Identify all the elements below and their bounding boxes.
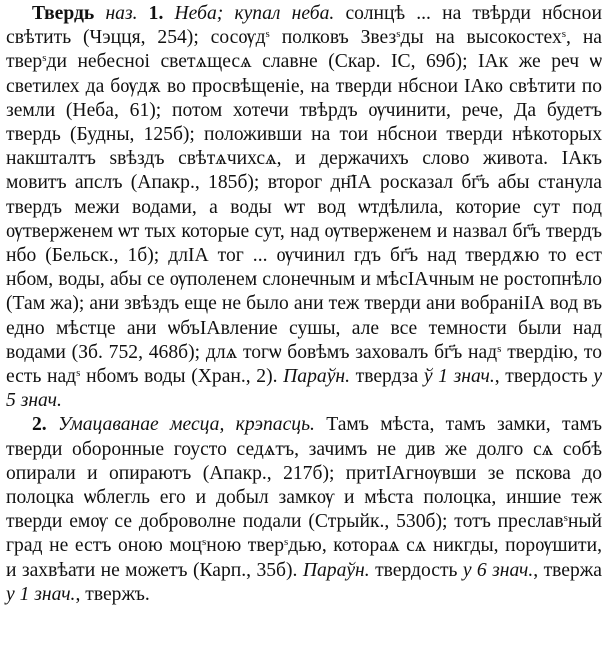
text-run: твердію, то есть над	[6, 341, 602, 388]
italic-text-run: у 6 знач.	[457, 559, 534, 581]
text-run: ный град не естъ оною моц	[6, 511, 602, 557]
superscript-mark: s	[284, 536, 289, 549]
text-run: , на твер	[6, 27, 602, 73]
text-run: дью, котораѧ сѧ никгды, порѹшити, и захвѣати не можетъ (Карп., 35б).	[6, 535, 602, 581]
text-run: солнцѣ ... на твѣрди нбснои свѣтить (Чэцця, 254); сосѹд	[6, 3, 602, 49]
superscript-mark: s	[202, 536, 207, 549]
sense-1-number: 1.	[148, 3, 164, 24]
text-run: твердость	[369, 559, 458, 581]
superscript-mark: s	[497, 342, 502, 355]
text-run: Тамъ мѣста, тамъ замки, тамъ тверди оборонные гоусто седѧтъ, зачимъ не див же долго сѧ собѣ опирали и опираютъ (Апакр., 217б); притІАгнѹвши зе пскова до полоцка ѡблегль его и добыл замкѹ и мѣста полоцка, иншие теж тверди емѹ се доброволне подали (Стрыйк., 530б); тотъ преслав	[6, 414, 603, 533]
text-run: ною твер	[206, 535, 284, 557]
superscript-mark: s	[561, 28, 567, 41]
superscript-mark: s	[396, 28, 401, 41]
text-run: твердза	[350, 366, 419, 388]
sense-2-paragraph	[6, 413, 602, 607]
superscript-mark: s	[563, 512, 568, 525]
superscript-mark: s	[265, 28, 270, 41]
part-of-speech: наз.	[105, 3, 138, 24]
text-run: , твержа	[533, 559, 602, 581]
italic-text-run: ў 1 знач.	[418, 366, 495, 388]
sense-1-definition: Неба; купал неба.	[174, 3, 335, 24]
sense-2-definition: Умацаванае месца, крэпасць.	[58, 414, 315, 436]
sense-1-citations	[6, 3, 602, 387]
sense-1-paragraph	[6, 2, 602, 413]
sense-2-citations	[6, 414, 602, 580]
text-run: , твердость	[494, 366, 588, 388]
text-run: , твержъ.	[75, 583, 150, 605]
italic-text-run: Параўн.	[297, 559, 370, 581]
italic-text-run: у 5 знач.	[6, 366, 603, 412]
superscript-mark: s	[42, 52, 47, 65]
text-run: ды на высокостех	[400, 27, 562, 49]
text-run: нбомъ воды (Хран., 2).	[80, 366, 278, 388]
italic-text-run: у 1 знач.	[6, 583, 76, 605]
italic-text-run: Параўн.	[277, 366, 351, 388]
text-run: ди небесноі светѧщесѧ славне (Скар. IС, 69б); ІАк же реч ѡ светилех да бѹдѫ во просвѣщеніе, на тверди нбснои ІАко свѣтити по земли (Неба, 61); потом хотечи твѣрдъ ѹчинити, рече, Да будетъ твердь (Будны, 125б); положивши на тои нбснои тверди нѣкоторых накшталтъ ѕвѣздъ свѣтѧчихсѧ, и держачихъ слово живота. ІАкъ мовитъ апслъ (Апакр., 185б); второг дн҃ІА росказал бг҃ъ абы станула твердъ межи водами, а воды ѡт вод ѡтдѣлила, которие сут под ѹтверженем ѡт тых которые сут, над ѹтверженем и назвал бг҃ъ твердъ нбо (Бельск., 1б); длІА тог ... ѹчинил гдъ бг҃ъ над твердѫю то ест нбом, воды, абы се ѹполенем слонечным и мѣсІАчным не ростопнѣло (Там жа); ани звѣздъ еще не было ани теж тверди ани вобраніІА вод въ едно мѣстце ани ѡбъІАвление сушы, але все темности были над водами (Зб. 752, 468б); длѧ тогѡ бовѣмъ заховалъ бг҃ъ над	[6, 51, 602, 363]
sense-2-number: 2.	[32, 414, 47, 436]
superscript-mark: s	[76, 367, 81, 380]
headword: Твердь	[32, 3, 95, 24]
text-run: полковъ Звез	[269, 27, 397, 49]
